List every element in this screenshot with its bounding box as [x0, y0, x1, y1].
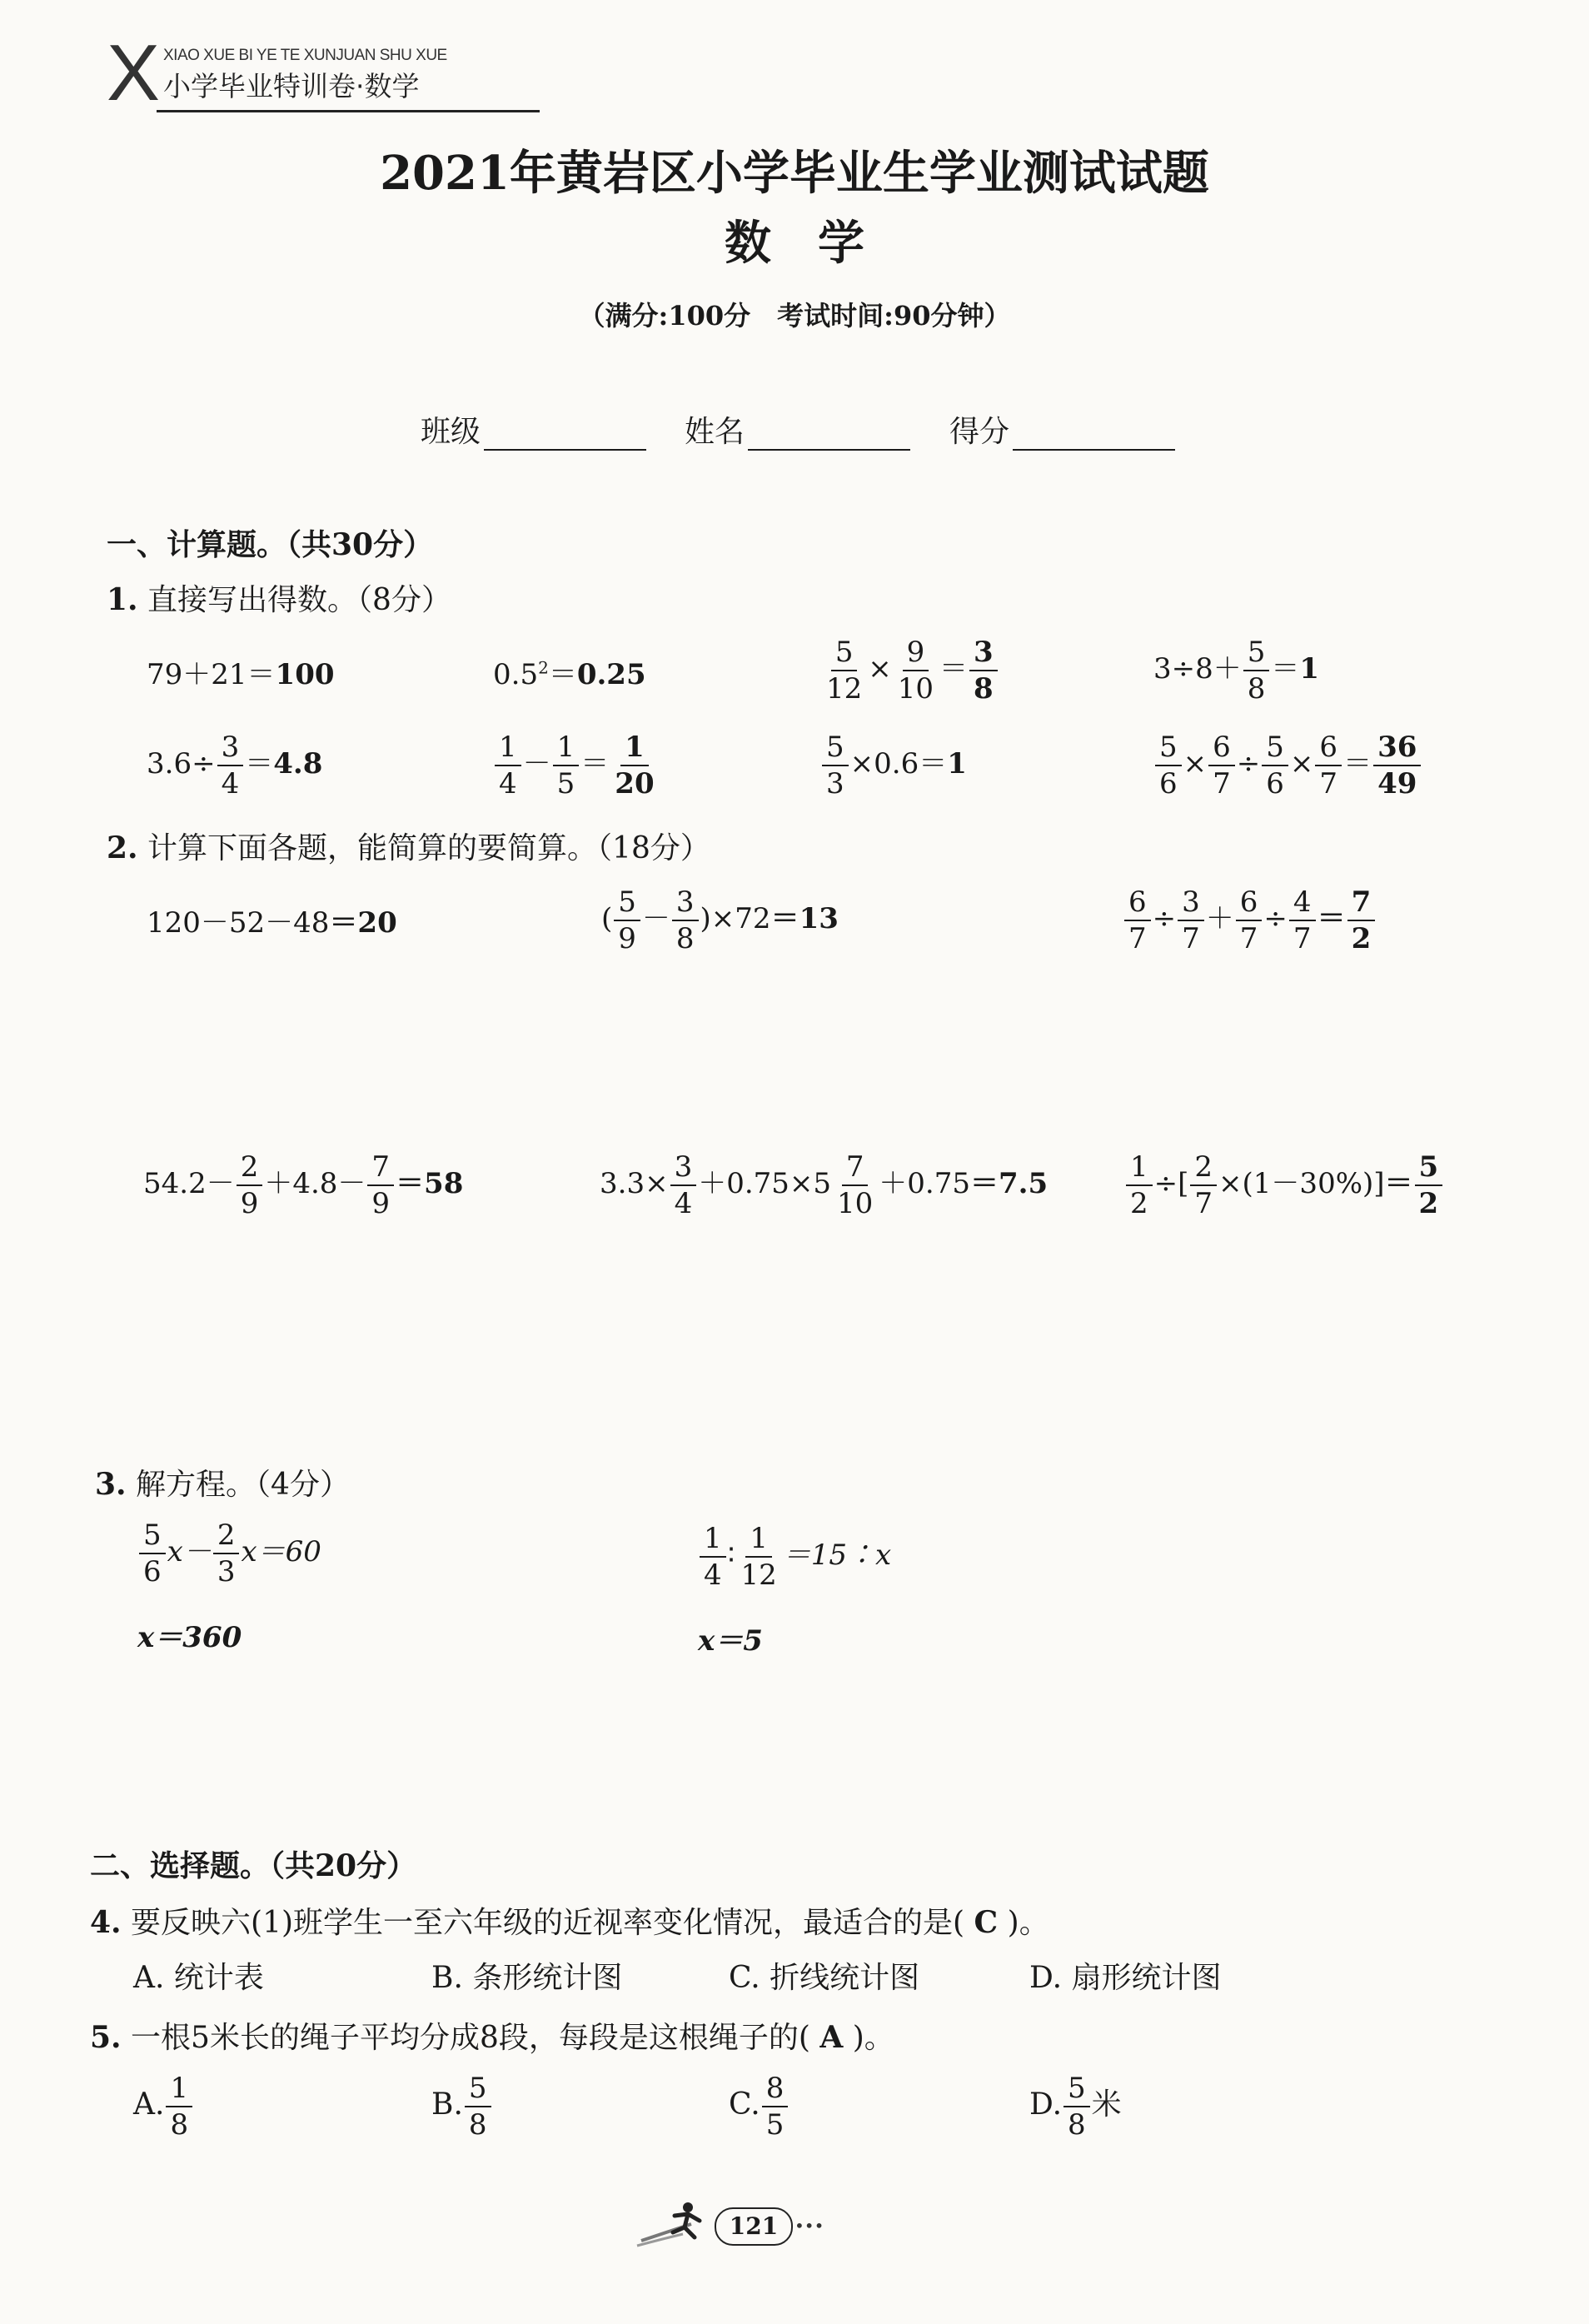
name-label: 姓名	[685, 415, 745, 449]
q1-item-e: 3.6÷ $\frac{3}{4}$ ＝4.8	[147, 731, 323, 800]
q1-item-h: $\frac{5}{6}$ × $\frac{6}{7}$ ÷ $\frac{5}{6}$ × $\frac{6}{7}$ ＝ $\frac{36}{49}$	[1153, 733, 1422, 798]
page-title: 2021年黄岩区小学毕业生学业测试试题	[380, 146, 1209, 201]
footer-runner-icon	[633, 2199, 716, 2252]
q5-option-c[interactable]: C. $\frac{8}{5}$	[729, 2074, 790, 2139]
q4-option-b[interactable]: B. 条形统计图	[431, 1961, 623, 1995]
q1-item-d: 3÷8＋ $\frac{5}{8}$ ＝1	[1153, 636, 1320, 706]
q5-option-a[interactable]: A. $\frac{1}{8}$	[133, 2074, 194, 2139]
q3-answer-2: x＝5	[698, 1624, 763, 1658]
class-label: 班级	[421, 415, 481, 449]
score-field[interactable]	[949, 408, 1175, 451]
q5-question: 5. 一根5米长的绳子平均分成8段，每段是这根绳子的( A )。	[90, 2020, 894, 2055]
q1-item-g: $\frac{5}{3}$ ×0.6＝1	[820, 733, 967, 798]
q4-option-d[interactable]: D. 扇形统计图	[1029, 1961, 1222, 1995]
series-title: 小学毕业特训卷·数学	[163, 70, 420, 102]
q5-option-b[interactable]: B. $\frac{5}{8}$	[431, 2074, 493, 2139]
q2-item-f: $\frac{1}{2}$ ÷[ $\frac{2}{7}$ ×(1－30%)]＝ $\frac{5}{2}$	[1124, 1153, 1444, 1218]
section1-title: 一、计算题。（共30分）	[107, 527, 434, 562]
score-label: 得分	[949, 415, 1010, 449]
q3-answer-1: x＝360	[137, 1621, 242, 1654]
q4-answer: C	[974, 1905, 999, 1940]
q1-item-a: 79＋21＝100	[147, 658, 335, 691]
q4-option-a[interactable]: A. 统计表	[133, 1961, 264, 1995]
exam-meta: （满分:100分 考试时间:90分钟）	[578, 300, 1011, 332]
q1-heading: 1. 直接写出得数。（8分）	[107, 582, 451, 617]
name-blank[interactable]	[748, 424, 910, 451]
header-rule	[157, 110, 540, 112]
series-pinyin: XIAO XUE BI YE TE XUNJUAN SHU XUE	[163, 47, 447, 64]
q1-item-b: $0.5^2=0.25$	[493, 657, 646, 691]
q5-answer: A	[819, 2020, 844, 2055]
class-blank[interactable]	[484, 424, 646, 451]
q2-item-e: 3.3× $\frac{3}{4}$ ＋0.75×5 $\frac{7}{10}$ ＋0.75＝7.5	[600, 1150, 1049, 1220]
q4-question: 4. 要反映六(1)班学生一至六年级的近视率变化情况，最适合的是( C )。	[90, 1905, 1049, 1940]
q1-item-f: $\frac{1}{4}$ － $\frac{1}{5}$ ＝ $\frac{1}{20}$	[493, 733, 660, 798]
q2-heading: 2. 计算下面各题，能简算的要简算。（18分）	[107, 830, 710, 865]
series-x-letter: X	[107, 28, 161, 117]
page-number-badge	[715, 2207, 793, 2246]
page-number: 121	[729, 2212, 779, 2240]
section2-title: 二、选择题。（共20分）	[90, 1848, 417, 1883]
q2-item-b: ( $\frac{5}{9}$ － $\frac{3}{8}$ )×72＝13	[601, 885, 839, 955]
subject-title: 数 学	[725, 216, 864, 271]
q2-item-c: $\frac{6}{7}$ ÷ $\frac{3}{7}$ ＋ $\frac{6}{7}$ ÷ $\frac{4}{7}$ ＝ $\frac{7}{2}$	[1123, 888, 1377, 953]
q2-item-a: 120－52－48＝20	[147, 906, 397, 940]
q3-equation-1: $\frac{5}{6}$ x－ $\frac{2}{3}$ x＝60	[137, 1521, 321, 1586]
class-field[interactable]	[421, 408, 646, 451]
q2-item-d: 54.2－ $\frac{2}{9}$ ＋4.8－ $\frac{7}{9}$ ＝58	[143, 1150, 464, 1220]
q5-option-d[interactable]: D. $\frac{5}{8}$ 米	[1029, 2072, 1122, 2142]
q3-equation-2: $\frac{1}{4}$ ∶ $\frac{1}{12}$ ＝15∶x	[698, 1524, 891, 1589]
footer-dots: •••	[794, 2216, 824, 2236]
q3-heading: 3. 解方程。（4分）	[95, 1467, 350, 1502]
name-field[interactable]	[685, 408, 910, 451]
score-blank[interactable]	[1013, 424, 1175, 451]
q4-option-c[interactable]: C. 折线统计图	[729, 1961, 920, 1995]
q1-item-c: $\frac{5}{12}$ × $\frac{9}{10}$ ＝ $\frac{3}{8}$	[820, 638, 999, 703]
